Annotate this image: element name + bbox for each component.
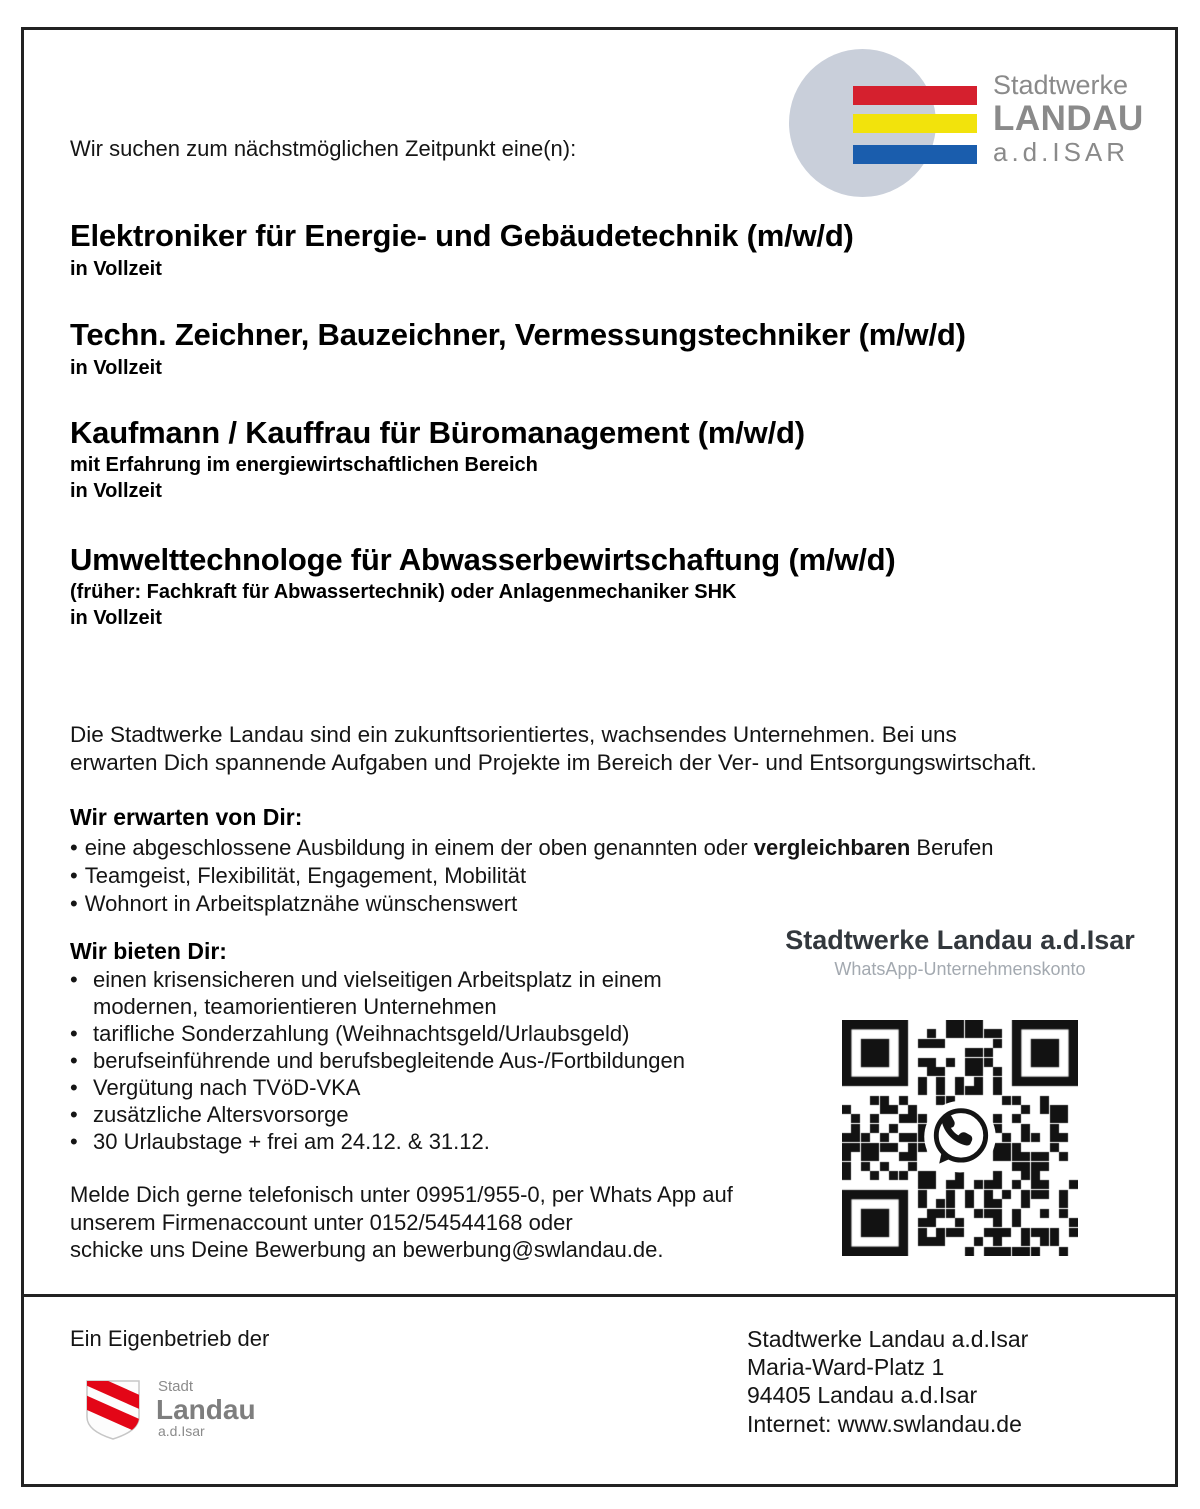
expectations-heading: Wir erwarten von Dir:: [70, 804, 303, 830]
job-sub: in Vollzeit: [70, 480, 162, 502]
bullet-glyph: •: [70, 1048, 78, 1073]
list-item: • 30 Urlaubstage + frei am 24.12. & 31.12.: [70, 1129, 490, 1154]
job-title-umwelttechnologe: Umwelttechnologe für Abwasserbewirtschaftung (m/w/d): [70, 542, 896, 577]
list-item: • Vergütung nach TVöD-VKA: [70, 1075, 361, 1100]
whatsapp-account-block: [780, 925, 1140, 980]
footer-divider: [24, 1294, 1176, 1297]
contact-paragraph: [70, 1181, 733, 1264]
bullet-glyph: •: [70, 891, 78, 916]
whatsapp-account-title: Stadtwerke Landau a.d.Isar: [785, 925, 1135, 955]
logo-bar-red: [853, 86, 977, 105]
whatsapp-phone-icon: [921, 1099, 999, 1177]
job-sub: in Vollzeit: [70, 607, 162, 629]
logo-line-adisar: a.d.ISAR: [993, 137, 1130, 167]
list-item: • zusätzliche Altersvorsorge: [70, 1102, 349, 1127]
job-sub: in Vollzeit: [70, 258, 162, 280]
company-description: [70, 721, 1037, 776]
contact-line: schicke uns Deine Bewerbung an bewerbung@swlandau.de.: [70, 1237, 664, 1262]
stadt-landau-wordmark: [156, 1379, 256, 1439]
stadtwerke-logo-wordmark: [993, 70, 1153, 167]
bullet-glyph: •: [70, 863, 78, 888]
offers-heading: Wir bieten Dir:: [70, 938, 227, 964]
company-description-line: Die Stadtwerke Landau sind ein zukunftsorientiertes, wachsendes Unternehmen. Bei uns: [70, 722, 957, 747]
bullet-glyph: •: [70, 1075, 78, 1100]
whatsapp-account-subtitle: WhatsApp-Unternehmenskonto: [834, 959, 1086, 979]
list-item: • tarifliche Sonderzahlung (Weihnachtsgeld/Urlaubsgeld): [70, 1021, 630, 1046]
list-item: • eine abgeschlossene Ausbildung in einem der oben genannten oder vergleichbaren Berufen: [70, 835, 994, 860]
crest-line-stadt: Stadt: [158, 1378, 194, 1395]
address-line: Maria-Ward-Platz 1: [747, 1354, 945, 1381]
job-sub: mit Erfahrung im energiewirtschaftlichen Bereich: [70, 454, 538, 476]
crest-line-landau: Landau: [156, 1394, 256, 1425]
job-title-zeichner: Techn. Zeichner, Bauzeichner, Vermessungstechniker (m/w/d): [70, 317, 966, 352]
intro-line: Wir suchen zum nächstmöglichen Zeitpunkt eine(n):: [70, 136, 577, 161]
footer-left-label: Ein Eigenbetrieb der: [70, 1326, 270, 1351]
contact-line: unserem Firmenaccount unter 0152/54544168 oder: [70, 1209, 573, 1235]
footer-address-block: [747, 1325, 1028, 1438]
job-title-elektroniker: Elektroniker für Energie- und Gebäudetechnik (m/w/d): [70, 218, 854, 253]
offers-list: [70, 966, 733, 1155]
job-title-kaufmann: Kaufmann / Kauffrau für Büromanagement (m/w/d): [70, 415, 805, 450]
job-sub: in Vollzeit: [70, 357, 162, 379]
job-sub: (früher: Fachkraft für Abwassertechnik) oder Anlagenmechaniker SHK: [70, 581, 737, 603]
logo-bar-blue: [853, 145, 977, 164]
address-line: 94405 Landau a.d.Isar: [747, 1382, 978, 1409]
expectations-list: [70, 834, 993, 918]
list-item: • einen krisensicheren und vielseitigen Arbeitsplatz in einem modernen, teamorientieren Unternehmen: [70, 967, 662, 1019]
list-item: • Teamgeist, Flexibilität, Engagement, Mobilität: [70, 863, 527, 888]
bullet-glyph: •: [70, 1129, 78, 1154]
bullet-glyph: •: [70, 967, 78, 992]
stadt-landau-crest: [84, 1378, 142, 1447]
logo-bar-yellow: [853, 114, 977, 133]
list-item: • berufseinführende und berufsbegleitende Aus-/Fortbildungen: [70, 1048, 685, 1073]
logo-line-landau: LANDAU: [993, 99, 1144, 138]
list-item: • Wohnort in Arbeitsplatznähe wünschenswert: [70, 891, 518, 916]
company-description-line: erwarten Dich spannende Aufgaben und Projekte im Bereich der Ver- und Entsorgungswirtschaft.: [70, 749, 1037, 775]
logo-line-stadtwerke: Stadtwerke: [993, 70, 1129, 100]
contact-line: Melde Dich gerne telefonisch unter 09951/955-0, per Whats App auf: [70, 1182, 733, 1207]
bullet-glyph: •: [70, 1021, 78, 1046]
bullet-glyph: •: [70, 835, 78, 860]
bullet-glyph: •: [70, 1102, 78, 1127]
address-line: Stadtwerke Landau a.d.Isar: [747, 1326, 1029, 1352]
address-line: Internet: www.swlandau.de: [747, 1410, 1022, 1437]
crest-line-adisar: a.d.Isar: [158, 1423, 205, 1439]
